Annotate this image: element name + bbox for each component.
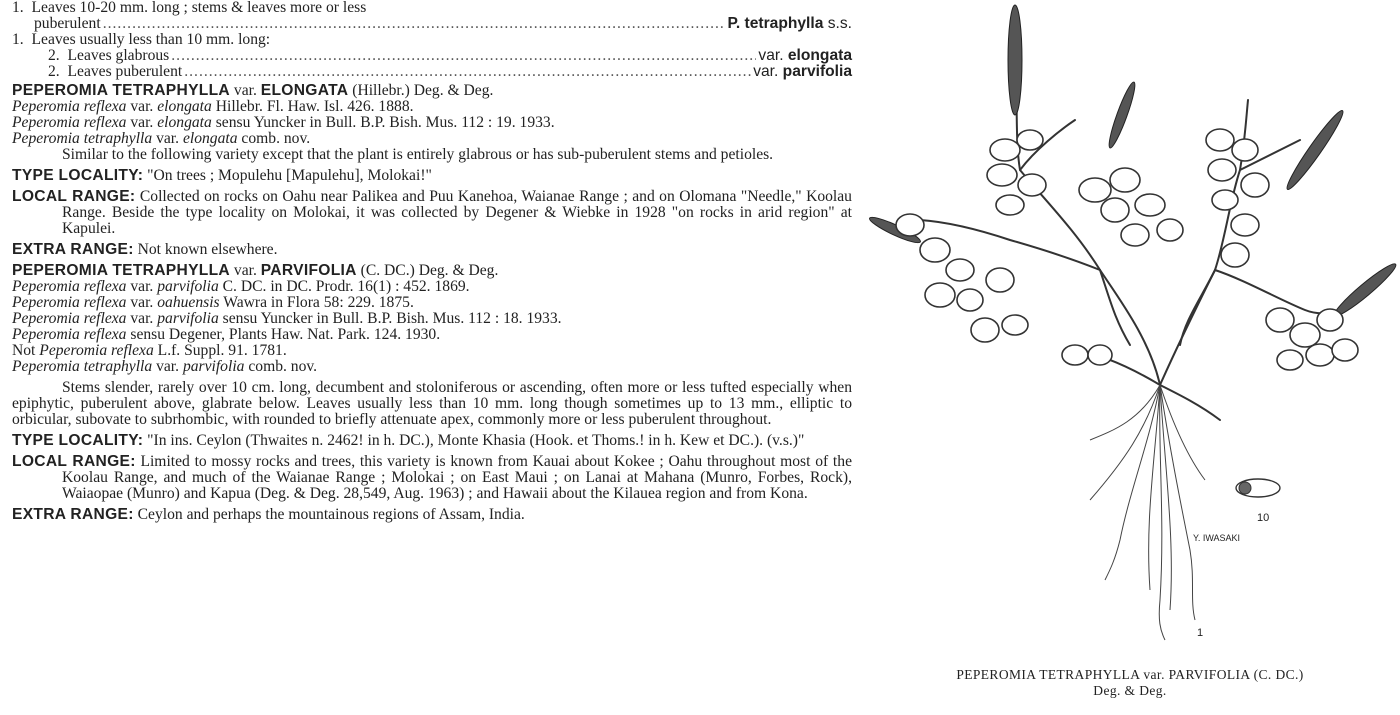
key-result-suffix: s.s. [827,15,852,32]
field-label: EXTRA RANGE: [12,506,134,523]
heading-authority: (Hillebr.) Deg. & Deg. [352,82,494,99]
field-label: LOCAL RANGE: [12,453,136,470]
synonym [12,99,852,115]
synonym-citation: sensu Degener, Plants Haw. Nat. Park. 124. 1930. [130,326,441,343]
extra-range [12,507,852,523]
plant-drawing [860,0,1400,665]
synonym-name: Peperomia reflexa [12,294,127,311]
caption-line-1: PEPEROMIA TETRAPHYLLA var. PARVIFOLIA (C. DC.) [956,667,1304,682]
synonym-name: Peperomia tetraphylla [12,130,153,147]
key-result-prefix: var. [753,63,779,80]
synonym-rank: var. [130,98,154,115]
type-locality [12,433,852,449]
figure-label-1: 1 [1197,627,1204,639]
field-value: "On trees ; Mopulehu [Mapulehu], Molokai!" [147,167,432,184]
synonym-citation: sensu Yuncker in Bull. B.P. Bish. Mus. 112 : 18. 1933. [222,310,562,327]
synonym-citation: sensu Yuncker in Bull. B.P. Bish. Mus. 112 : 19. 1933. [215,114,555,131]
field-label: EXTRA RANGE: [12,241,134,258]
synonym-name: Peperomia reflexa [12,114,127,131]
key-line-3 [12,48,852,64]
leaves [896,129,1358,370]
key-number: 1. [12,31,24,48]
section-heading [12,263,852,279]
field-label: TYPE LOCALITY: [12,167,144,184]
key [12,0,852,80]
key-line-1 [12,0,852,16]
synonym-rank: var. [156,358,180,375]
type-locality [12,168,852,184]
leader-dots [171,48,756,64]
synonym-name: Peperomia reflexa [12,278,127,295]
heading-authority: (C. DC.) Deg. & Deg. [360,262,499,279]
synonym [12,131,852,147]
synonym-epithet: oahuensis [157,294,220,311]
key-number: 2. [48,47,60,64]
synonym-rank: var. [156,130,180,147]
synonym-epithet: elongata [157,98,212,115]
key-line-4 [12,64,852,80]
key-text: puberulent [34,15,101,32]
key-result: P. tetraphylla [727,15,824,32]
extra-range [12,242,852,258]
field-value: "In ins. Ceylon (Thwaites n. 2462! in h. DC.), Monte Khasia (Hook. et Thoms.! in h. Kew et DC.). (v.s.)" [147,432,805,449]
leader-dots [184,64,751,80]
section-heading [12,83,852,99]
field-value: Ceylon and perhaps the mountainous regions of Assam, India. [137,506,525,523]
synonym-epithet: elongata [182,130,238,147]
leader-dots [103,16,726,32]
key-number: 1. [12,0,24,16]
synonym-rank: var. [130,114,154,131]
heading-var: var. [233,262,257,279]
text-column [12,0,852,523]
synonym-name: Peperomia reflexa [12,98,127,115]
key-result: elongata [787,47,852,64]
heading-var: var. [233,82,257,99]
synonym-prefix: Not [12,342,36,359]
synonym [12,115,852,131]
synonym-name: Peperomia reflexa [12,310,127,327]
botanical-illustration [860,0,1400,715]
section-elongata [12,83,852,258]
caption-line-2: Deg. & Deg. [1093,683,1167,698]
figure-caption [860,667,1400,699]
synonym [12,295,852,311]
field-value: Collected on rocks on Oahu near Palikea and Puu Kanehoa, Waianae Range ; and on Olomana "Needle," Koolau Range. Beside the type locality on Molokai, it was collected by Degener & Wiebke in 1928 "on rocks in arid region" at Kapulei. [62,188,852,237]
key-number: 2. [48,63,60,80]
synonym-rank: var. [130,294,154,311]
seed-illustration [1236,479,1280,497]
synonym-citation: comb. nov. [241,130,311,147]
key-text: Leaves usually less than 10 mm. long: [31,31,271,48]
synonym [12,343,852,359]
synonym-rank: var. [130,278,154,295]
synonym-citation: L.f. Suppl. 91. 1781. [157,342,287,359]
key-result: parvifolia [782,63,852,80]
synonym-citation: Wawra in Flora 58: 229. 1875. [223,294,414,311]
key-text: Leaves glabrous [67,47,170,64]
roots [1090,385,1205,640]
figure-label-10: 10 [1257,512,1270,524]
synonym-citation: Hillebr. Fl. Haw. Isl. 426. 1888. [215,98,414,115]
key-result-prefix: var. [758,47,784,64]
synonym-name: Peperomia tetraphylla [12,358,153,375]
synonym [12,311,852,327]
field-label: LOCAL RANGE: [12,188,136,205]
synonym-citation: C. DC. in DC. Prodr. 16(1) : 452. 1869. [222,278,470,295]
synonym-rank: var. [130,310,154,327]
field-value: Limited to mossy rocks and trees, this variety is known from Kauai about Kokee ; Oahu throughout most of the Koolau Range, and much of the Waianae Range ; Molokai ; on East Maui ; on Lanai at Mahana (Munro, Forbes, Rock), Waiaopae (Munro) and Kapua (Deg. & Deg. 28,549, Aug. 1963) ; and Hawaii about the Kilauea region and from Kona. [62,453,852,502]
synonym-epithet: parvifolia [182,358,245,375]
artist-signature: Y. IWASAKI [1193,533,1241,543]
synonym-epithet: parvifolia [157,278,219,295]
heading-species: PEPEROMIA TETRAPHYLLA [12,82,230,99]
synonym-epithet: parvifolia [157,310,219,327]
heading-variety: ELONGATA [260,82,349,99]
key-text: Leaves 10-20 mm. long ; stems & leaves more or less [31,0,367,16]
synonym-epithet: elongata [157,114,212,131]
field-label: TYPE LOCALITY: [12,432,144,449]
synonym-name: Peperomia reflexa [39,342,154,359]
heading-variety: PARVIFOLIA [260,262,357,279]
key-line-2 [12,32,852,48]
key-text: Leaves puberulent [67,63,183,80]
synonym [12,327,852,343]
description: Similar to the following variety except that the plant is entirely glabrous or has sub-puberulent stems and petioles. [62,146,774,163]
section-parvifolia [12,263,852,523]
synonym-name: Peperomia reflexa [12,326,127,343]
local-range [12,454,852,502]
key-line-1b [12,16,852,32]
description: Stems slender, rarely over 10 cm. long, decumbent and stoloniferous or ascending, often more or less tufted especially when epiphytic, puberulent above, glabrate below. Leaves usually less than 10 mm. long though sometimes up to 13 mm., elliptic to orbicular, subovate to subrhombic, with rounded to briefly attenuate apex, commonly more or less puberulent throughout. [12,379,852,428]
field-value: Not known elsewhere. [137,241,278,258]
local-range [12,189,852,237]
synonym [12,359,852,375]
heading-species: PEPEROMIA TETRAPHYLLA [12,262,230,279]
synonym [12,279,852,295]
synonym-citation: comb. nov. [248,358,318,375]
